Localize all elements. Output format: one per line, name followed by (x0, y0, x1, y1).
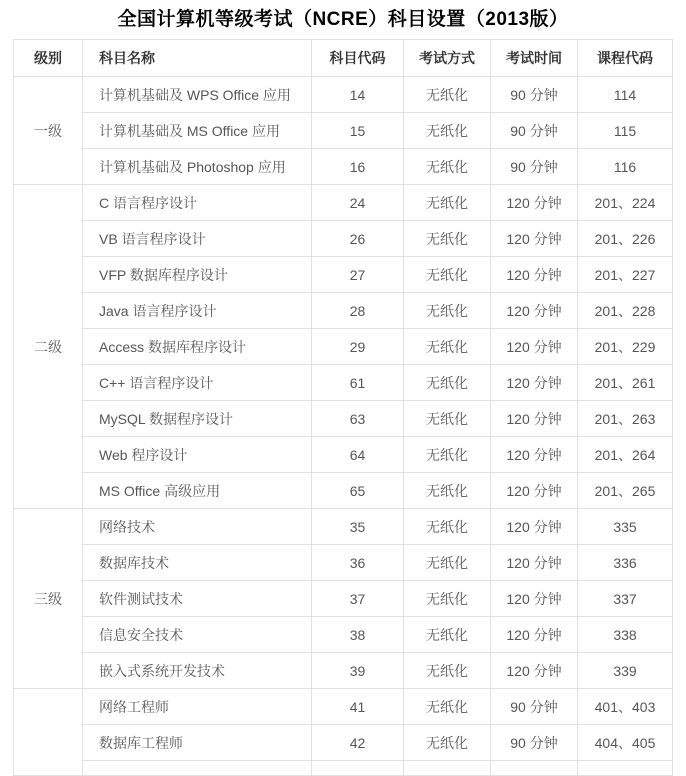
exam-method-cell: 无纸化 (404, 689, 491, 725)
table-row (14, 185, 673, 221)
page-title: 全国计算机等级考试（NCRE）科目设置（2013版） (117, 9, 569, 30)
table-row (14, 437, 673, 473)
subject-cell: MS Office 高级应用 (83, 473, 312, 509)
exam-time-cell: 120 分钟 (491, 653, 578, 689)
level-cell (14, 689, 83, 776)
table-row (14, 689, 673, 725)
subject-cell: 嵌入式系统开发技术 (83, 653, 312, 689)
table-body (14, 77, 673, 776)
subject-code-cell: 61 (312, 365, 404, 401)
subject-cell: 软件测试技术 (83, 581, 312, 617)
column-header-level: 级别 (14, 40, 83, 77)
subject-code-cell: 42 (312, 725, 404, 761)
ncre-subject-table (13, 39, 673, 776)
subject-code-cell: 28 (312, 293, 404, 329)
exam-time-cell: 120 分钟 (491, 617, 578, 653)
exam-time-cell: 120 分钟 (491, 437, 578, 473)
exam-method-cell: 无纸化 (404, 221, 491, 257)
exam-time-cell: 120 分钟 (491, 221, 578, 257)
exam-method-cell: 无纸化 (404, 185, 491, 221)
empty-cell (578, 761, 673, 776)
empty-cell (312, 761, 404, 776)
course-code-cell: 336 (578, 545, 673, 581)
subject-cell: 计算机基础及 MS Office 应用 (83, 113, 312, 149)
empty-cell (404, 761, 491, 776)
exam-time-cell: 120 分钟 (491, 257, 578, 293)
course-code-cell: 201、264 (578, 437, 673, 473)
table-row (14, 653, 673, 689)
table-row (14, 545, 673, 581)
exam-method-cell: 无纸化 (404, 473, 491, 509)
course-code-cell: 114 (578, 77, 673, 113)
exam-time-cell: 120 分钟 (491, 365, 578, 401)
subject-code-cell: 39 (312, 653, 404, 689)
column-header-course-code: 课程代码 (578, 40, 673, 77)
column-header-subject-code: 科目代码 (312, 40, 404, 77)
exam-method-cell: 无纸化 (404, 365, 491, 401)
table-row (14, 581, 673, 617)
exam-method-cell: 无纸化 (404, 509, 491, 545)
level-cell: 三级 (14, 509, 83, 689)
exam-time-cell: 90 分钟 (491, 77, 578, 113)
subject-code-cell: 63 (312, 401, 404, 437)
subject-cell: Web 程序设计 (83, 437, 312, 473)
exam-method-cell: 无纸化 (404, 545, 491, 581)
exam-method-cell: 无纸化 (404, 617, 491, 653)
subject-code-cell: 26 (312, 221, 404, 257)
table-row (14, 77, 673, 113)
subject-code-cell: 65 (312, 473, 404, 509)
exam-method-cell: 无纸化 (404, 257, 491, 293)
exam-method-cell: 无纸化 (404, 401, 491, 437)
table-header (14, 40, 673, 77)
exam-time-cell: 120 分钟 (491, 401, 578, 437)
exam-time-cell: 120 分钟 (491, 293, 578, 329)
table-row (14, 293, 673, 329)
subject-code-cell: 24 (312, 185, 404, 221)
course-code-cell: 201、265 (578, 473, 673, 509)
exam-time-cell: 90 分钟 (491, 725, 578, 761)
subject-code-cell: 37 (312, 581, 404, 617)
exam-time-cell: 90 分钟 (491, 113, 578, 149)
empty-cell (83, 761, 312, 776)
subject-code-cell: 36 (312, 545, 404, 581)
exam-time-cell: 120 分钟 (491, 581, 578, 617)
subject-cell: 计算机基础及 Photoshop 应用 (83, 149, 312, 185)
exam-method-cell: 无纸化 (404, 77, 491, 113)
subject-cell: C++ 语言程序设计 (83, 365, 312, 401)
course-code-cell: 335 (578, 509, 673, 545)
table-row (14, 113, 673, 149)
subject-code-cell: 41 (312, 689, 404, 725)
table-row (14, 509, 673, 545)
subject-cell: Java 语言程序设计 (83, 293, 312, 329)
exam-time-cell: 120 分钟 (491, 473, 578, 509)
table-row (14, 473, 673, 509)
course-code-cell: 401、403 (578, 689, 673, 725)
table-header-row (14, 40, 673, 77)
subject-cell: 计算机基础及 WPS Office 应用 (83, 77, 312, 113)
table-row (14, 617, 673, 653)
exam-time-cell: 90 分钟 (491, 149, 578, 185)
table-row (14, 329, 673, 365)
course-code-cell: 201、227 (578, 257, 673, 293)
column-header-subject: 科目名称 (83, 40, 312, 77)
course-code-cell: 201、228 (578, 293, 673, 329)
subject-code-cell: 38 (312, 617, 404, 653)
column-header-exam-time: 考试时间 (491, 40, 578, 77)
subject-code-cell: 27 (312, 257, 404, 293)
exam-time-cell: 120 分钟 (491, 545, 578, 581)
exam-method-cell: 无纸化 (404, 293, 491, 329)
course-code-cell: 201、229 (578, 329, 673, 365)
subject-cell: MySQL 数据程序设计 (83, 401, 312, 437)
column-header-exam-method: 考试方式 (404, 40, 491, 77)
exam-time-cell: 120 分钟 (491, 329, 578, 365)
table-row (14, 725, 673, 761)
empty-cell (491, 761, 578, 776)
course-code-cell: 201、261 (578, 365, 673, 401)
course-code-cell: 201、263 (578, 401, 673, 437)
course-code-cell: 116 (578, 149, 673, 185)
level-cell: 一级 (14, 77, 83, 185)
course-code-cell: 338 (578, 617, 673, 653)
course-code-cell: 339 (578, 653, 673, 689)
exam-method-cell: 无纸化 (404, 437, 491, 473)
subject-cell: C 语言程序设计 (83, 185, 312, 221)
exam-time-cell: 90 分钟 (491, 689, 578, 725)
subject-code-cell: 15 (312, 113, 404, 149)
subject-cell: Access 数据库程序设计 (83, 329, 312, 365)
table-row-clipped (14, 761, 673, 776)
exam-time-cell: 120 分钟 (491, 509, 578, 545)
exam-method-cell: 无纸化 (404, 653, 491, 689)
level-cell: 二级 (14, 185, 83, 509)
subject-code-cell: 29 (312, 329, 404, 365)
subject-code-cell: 16 (312, 149, 404, 185)
course-code-cell: 337 (578, 581, 673, 617)
subject-cell: 网络工程师 (83, 689, 312, 725)
course-code-cell: 115 (578, 113, 673, 149)
subject-code-cell: 64 (312, 437, 404, 473)
subject-cell: 数据库工程师 (83, 725, 312, 761)
course-code-cell: 404、405 (578, 725, 673, 761)
subject-cell: 网络技术 (83, 509, 312, 545)
course-code-cell: 201、226 (578, 221, 673, 257)
table-row (14, 401, 673, 437)
exam-method-cell: 无纸化 (404, 725, 491, 761)
exam-method-cell: 无纸化 (404, 581, 491, 617)
exam-method-cell: 无纸化 (404, 149, 491, 185)
exam-time-cell: 120 分钟 (491, 185, 578, 221)
table-row (14, 221, 673, 257)
subject-cell: 信息安全技术 (83, 617, 312, 653)
subject-code-cell: 35 (312, 509, 404, 545)
course-code-cell: 201、224 (578, 185, 673, 221)
subject-cell: 数据库技术 (83, 545, 312, 581)
table-row (14, 365, 673, 401)
subject-code-cell: 14 (312, 77, 404, 113)
table-row (14, 257, 673, 293)
subject-cell: VB 语言程序设计 (83, 221, 312, 257)
subject-cell: VFP 数据库程序设计 (83, 257, 312, 293)
table-row (14, 149, 673, 185)
exam-method-cell: 无纸化 (404, 113, 491, 149)
exam-method-cell: 无纸化 (404, 329, 491, 365)
